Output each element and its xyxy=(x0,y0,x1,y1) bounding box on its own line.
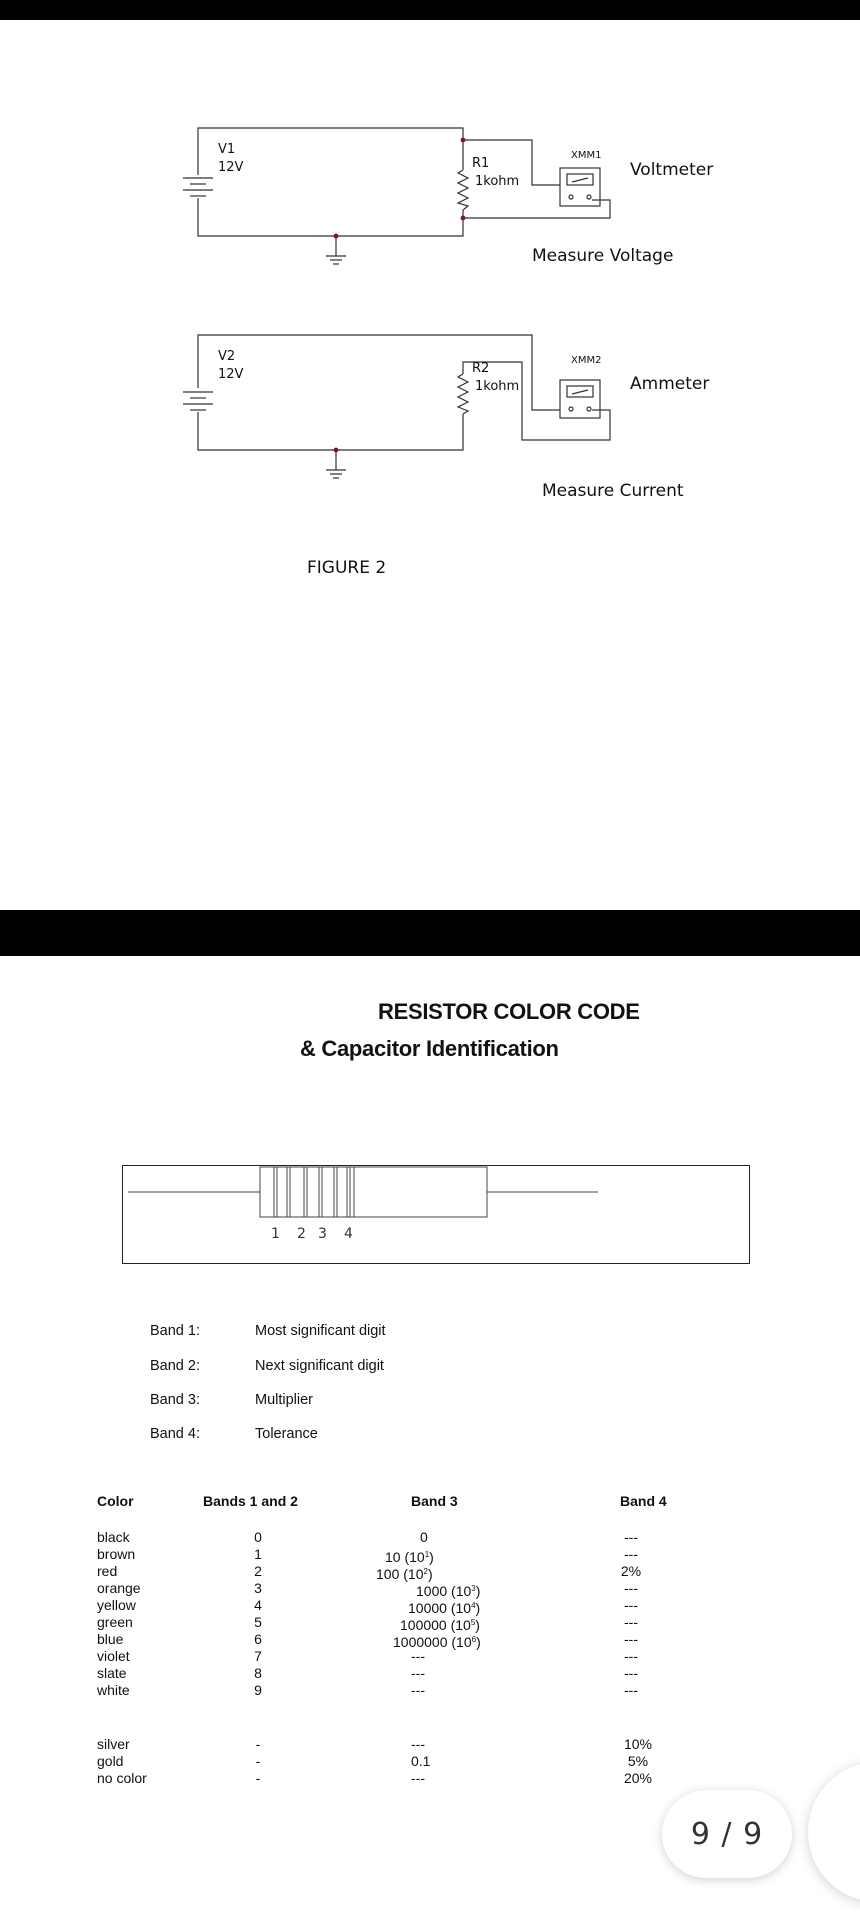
table-row-tolerance: 5% xyxy=(627,1753,649,1769)
resistor-2 xyxy=(458,374,468,414)
band-legend-meaning: Next significant digit xyxy=(255,1358,384,1374)
table-row-color: no color xyxy=(97,1770,147,1786)
table-row-digit: 6 xyxy=(254,1631,262,1647)
resistor-2-name: R2 xyxy=(472,361,490,376)
battery-1 xyxy=(183,178,213,196)
resistor-diagram xyxy=(0,1156,860,1276)
top-bar xyxy=(0,0,860,20)
junction-dot xyxy=(461,138,466,143)
table-row-multiplier: 10 $(10^1)$ xyxy=(385,1549,434,1565)
table-row-tolerance: --- xyxy=(624,1614,638,1630)
multiplier-column xyxy=(376,1529,500,1699)
table-row-multiplier: 0 xyxy=(420,1529,428,1545)
source-2-value: 12V xyxy=(218,367,244,382)
table-row-tolerance: 20% xyxy=(623,1770,653,1786)
measure-current-caption: Measure Current xyxy=(542,481,684,501)
header-band-3: Band 3 xyxy=(411,1493,458,1509)
resistor-1-name: R1 xyxy=(472,156,490,171)
table-row-color: yellow xyxy=(97,1597,136,1613)
table-row-color: red xyxy=(97,1563,118,1579)
header-bands-1-2: Bands 1 and 2 xyxy=(203,1493,298,1509)
table-row-digit: - xyxy=(255,1753,261,1769)
color-column xyxy=(97,1529,141,1699)
circuit-schematics xyxy=(0,20,860,910)
table-row-multiplier: 1000 $(10^3)$ xyxy=(416,1583,481,1599)
circuit-2-wires xyxy=(198,335,610,450)
table-row-digit: 7 xyxy=(254,1648,262,1664)
page-indicator[interactable] xyxy=(662,1790,792,1878)
table-row-tolerance: --- xyxy=(624,1648,638,1664)
table-row-digit: 3 xyxy=(254,1580,262,1596)
meter-2-name: XMM2 xyxy=(571,355,602,366)
band-legend-meaning: Most significant digit xyxy=(255,1323,386,1339)
table-row-digit: 2 xyxy=(254,1563,262,1579)
table-row-color: blue xyxy=(97,1631,124,1647)
page-title: RESISTOR COLOR CODE xyxy=(378,999,640,1024)
table-row-multiplier: 0.1 xyxy=(411,1753,431,1769)
table-row-color: silver xyxy=(97,1736,130,1752)
band-legend-label: Band 1: xyxy=(150,1323,200,1339)
table-row-multiplier: --- xyxy=(411,1648,425,1664)
table-row-tolerance: --- xyxy=(624,1529,638,1545)
table-row-multiplier: 100000 $(10^5)$ xyxy=(400,1617,480,1633)
source-1-value: 12V xyxy=(218,160,244,175)
figure-caption: FIGURE 2 xyxy=(307,558,387,578)
source-2-name: V2 xyxy=(218,349,236,364)
junction-dot xyxy=(461,216,466,221)
table-row-color: slate xyxy=(97,1665,127,1681)
table-row-color: white xyxy=(97,1682,130,1698)
band-legend-meaning: Tolerance xyxy=(255,1426,318,1442)
ammeter-label: Ammeter xyxy=(630,374,710,394)
band-number-1: 1 xyxy=(271,1226,280,1242)
table-row-digit: 4 xyxy=(254,1597,262,1613)
table-row-tolerance: --- xyxy=(624,1597,638,1613)
digit-column xyxy=(243,1529,273,1699)
table-row-color: violet xyxy=(97,1648,130,1664)
table-row-multiplier: --- xyxy=(411,1736,425,1752)
voltmeter-label: Voltmeter xyxy=(630,160,714,180)
table-row-tolerance: --- xyxy=(624,1580,638,1596)
table-row-digit: - xyxy=(255,1736,261,1752)
extra-color-column xyxy=(97,1736,147,1787)
tolerance-column xyxy=(615,1529,647,1699)
extra-tolerance-column xyxy=(618,1736,658,1787)
ground-1 xyxy=(326,236,346,264)
table-row-digit: 0 xyxy=(254,1529,262,1545)
table-row-tolerance: 2% xyxy=(620,1563,642,1579)
page-separator xyxy=(0,910,860,956)
junction-dot xyxy=(334,234,339,239)
table-row-tolerance: --- xyxy=(624,1665,638,1681)
table-row-digit: - xyxy=(255,1770,261,1786)
color-code-page xyxy=(0,956,860,1920)
table-row-color: gold xyxy=(97,1753,124,1769)
band-legend-label: Band 2: xyxy=(150,1358,200,1374)
source-1-name: V1 xyxy=(218,142,236,157)
table-row-digit: 1 xyxy=(254,1546,262,1562)
figure-page xyxy=(0,20,860,910)
header-band-4: Band 4 xyxy=(620,1493,667,1509)
table-row-digit: 8 xyxy=(254,1665,262,1681)
circuit-1-wires xyxy=(198,128,610,236)
table-row-multiplier: 10000 $(10^4)$ xyxy=(408,1600,481,1616)
table-row-tolerance: --- xyxy=(624,1546,638,1562)
table-row-color: black xyxy=(97,1529,130,1545)
band-number-2: 2 xyxy=(297,1226,306,1242)
meter-1-name: XMM1 xyxy=(571,150,602,161)
table-row-color: green xyxy=(97,1614,133,1630)
table-row-digit: 9 xyxy=(254,1682,262,1698)
battery-2 xyxy=(183,392,213,410)
junction-dot xyxy=(334,448,339,453)
table-row-tolerance: --- xyxy=(624,1631,638,1647)
table-row-multiplier: 1000000 $(10^6)$ xyxy=(393,1634,481,1650)
resistor-bands xyxy=(260,1167,354,1217)
table-row-color: orange xyxy=(97,1580,141,1596)
band-legend-label: Band 3: xyxy=(150,1392,200,1408)
table-row-multiplier: 100 $(10^2)$ xyxy=(376,1566,433,1582)
resistor-1-value: 1kohm xyxy=(475,174,520,189)
ground-2 xyxy=(326,450,346,478)
band-number-4: 4 xyxy=(344,1226,353,1242)
measure-voltage-caption: Measure Voltage xyxy=(532,246,674,266)
header-color: Color xyxy=(97,1493,134,1509)
meter-2 xyxy=(560,380,600,418)
resistor-body xyxy=(260,1167,487,1217)
band-number-3: 3 xyxy=(318,1226,327,1242)
table-row-multiplier: --- xyxy=(411,1665,425,1681)
extra-digit-column xyxy=(243,1736,273,1787)
table-row-tolerance: 10% xyxy=(623,1736,653,1752)
band-legend-meaning: Multiplier xyxy=(255,1392,314,1408)
table-row-multiplier: --- xyxy=(411,1770,425,1786)
table-row-tolerance: --- xyxy=(624,1682,638,1698)
band-legend-label: Band 4: xyxy=(150,1426,200,1442)
resistor-2-value: 1kohm xyxy=(475,379,520,394)
table-row-digit: 5 xyxy=(254,1614,262,1630)
page-indicator-text: 9 / 9 xyxy=(690,1816,764,1852)
table-row-multiplier: --- xyxy=(411,1682,425,1698)
resistor-1 xyxy=(458,170,468,210)
extra-multiplier-column xyxy=(411,1736,430,1787)
page-subtitle: & Capacitor Identification xyxy=(300,1036,559,1061)
table-row-color: brown xyxy=(97,1546,136,1562)
